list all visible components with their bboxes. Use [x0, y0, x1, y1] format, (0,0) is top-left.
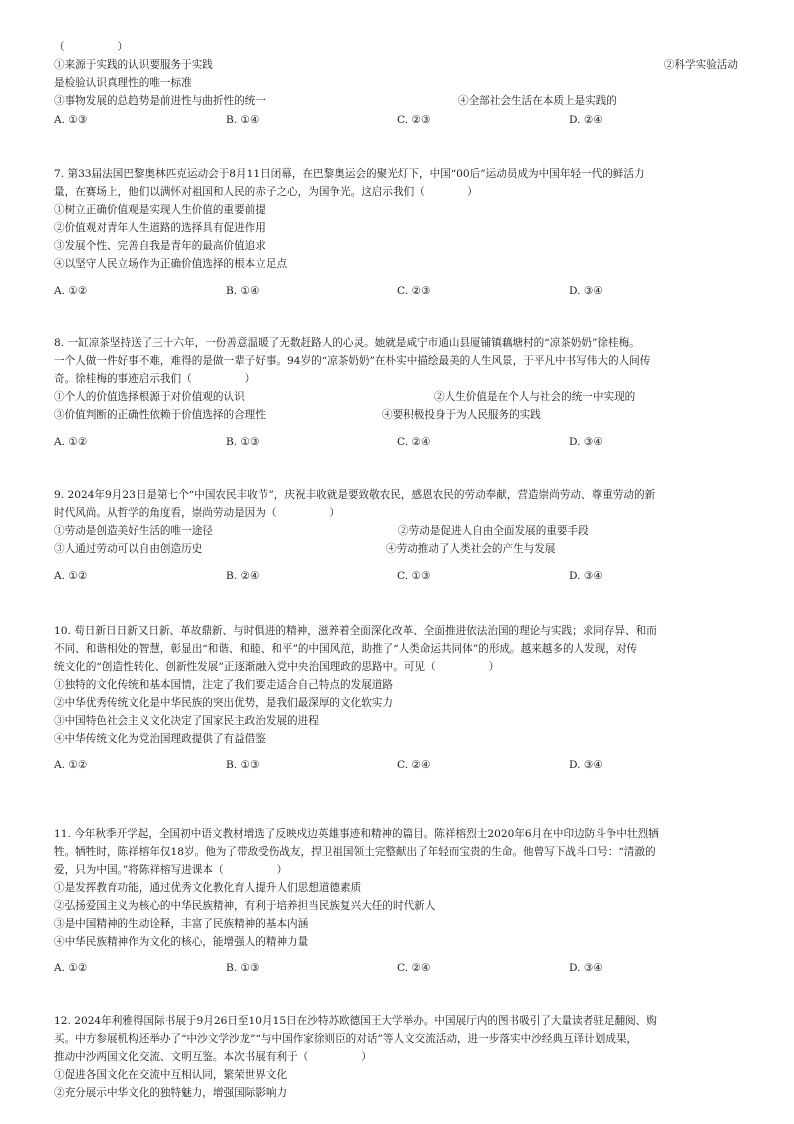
option-d[interactable]: D. ③④ — [569, 570, 603, 582]
option-d[interactable]: D. ②④ — [569, 114, 603, 126]
option-d[interactable]: D. ③④ — [569, 436, 603, 448]
option-c[interactable]: C. ②④ — [397, 962, 431, 974]
statement-2: ②人生价值是在个人与社会的统一中实现的 — [434, 391, 636, 403]
option-d[interactable]: D. ③④ — [569, 285, 603, 297]
statement-2: ②科学实验活动 — [663, 59, 738, 71]
question-stem: 7. 第33届法国巴黎奥林匹克运动会于8月11日闭幕，在巴黎奥运会的聚光灯下，中国“00后”运动员成为中国年轻一代的鲜活力 — [54, 168, 645, 180]
statement-4: ④以坚守人民立场作为正确价值选择的根本立足点 — [54, 258, 288, 270]
question-stem-line-2: 时代风尚。从哲学的角度看，崇尚劳动是因为（ ） — [54, 507, 341, 519]
statement-1: ①个人的价值选择根源于对价值观的认识 — [54, 391, 245, 403]
statement-2: ②中华优秀传统文化是中华民族的突出优势，是我们最深厚的文化软实力 — [54, 697, 393, 709]
option-c[interactable]: C. ②④ — [397, 436, 431, 448]
statement-1: ①独特的文化传统和基本国情，注定了我们要走适合自己特点的发展道路 — [54, 679, 393, 691]
option-a[interactable]: A. ①③ — [54, 114, 88, 126]
question-stem-line-2: 牲。牺牲时，陈祥榕年仅18岁。他为了带敌受伤战友，捍卫祖国领土完整献出了年轻而宝贵的生命。他曾写下战斗口号：“清澈的 — [54, 846, 656, 858]
statement-1: ①树立正确价值观是实现人生价值的重要前提 — [54, 204, 266, 216]
question-stem-line-2: 量，在赛场上，他们以满怀对祖国和人民的赤子之心，为国争光。这启示我们（ ） — [54, 186, 478, 198]
option-b[interactable]: B. ①③ — [226, 436, 260, 448]
option-c[interactable]: C. ②④ — [397, 759, 431, 771]
option-a[interactable]: A. ①② — [54, 759, 88, 771]
question-stem-line-3: 推动中沙两国文化交流、文明互鉴。本次书展有利于（ ） — [54, 1051, 372, 1063]
statement-2: ②充分展示中华文化的独特魅力，增强国际影响力 — [54, 1087, 288, 1099]
option-d[interactable]: D. ③④ — [569, 962, 603, 974]
option-b[interactable]: B. ①④ — [226, 285, 260, 297]
question-stem-line-3: 统文化的“创造性转化、创新性发展”正逐渐融入党中央治国理政的思路中。可见（ ） — [54, 661, 500, 673]
statement-3: ③中国特色社会主义文化决定了国家民主政治发展的进程 — [54, 715, 319, 727]
statement-1: ①是发挥教育功能，通过优秀文化教化育人提升人们思想道德素质 — [54, 882, 362, 894]
statement-4: ④全部社会生活在本质上是实践的 — [458, 95, 617, 107]
question-stem-line-2: 一个人做一件好事不难，难得的是做一辈子好事。94岁的“凉茶奶奶”在朴实中描绘最美的人生风景，于平凡中书写伟大的人间传 — [54, 355, 651, 367]
statement-1: ①来源于实践的认识要服务于实践 — [54, 59, 213, 71]
question-stem-line-3: 爱，只为中国。”将陈祥榕写进课本（ ） — [54, 864, 288, 876]
statement-3: ③发展个性、完善自我是青年的最高价值追求 — [54, 240, 266, 252]
statement-4: ④中华民族精神作为文化的核心，能增强人的精神力量 — [54, 936, 309, 948]
option-c[interactable]: C. ②③ — [397, 285, 431, 297]
question-stem: 11. 今年秋季开学起，全国初中语文教材增选了反映戍边英雄事迹和精神的篇目。陈祥榕烈士2020年6月在中印边防斗争中壮烈牺 — [54, 828, 659, 840]
option-c[interactable]: C. ①③ — [397, 570, 431, 582]
statement-4: ④要积极投身于为人民服务的实践 — [382, 409, 541, 421]
option-a[interactable]: A. ①② — [54, 436, 88, 448]
question-stem: 9. 2024年9月23日是第七个“中国农民丰收节”，庆祝丰收就是要致敬农民，感恩农民的劳动奉献，营造崇尚劳动、尊重劳动的新 — [54, 489, 656, 501]
option-b[interactable]: B. ①③ — [226, 962, 260, 974]
option-b[interactable]: B. ②④ — [226, 570, 260, 582]
question-stem-line-3: 奇。徐桂梅的事迹启示我们（ ） — [54, 373, 256, 385]
statement-4: ④劳动推动了人类社会的产生与发展 — [386, 543, 556, 555]
option-a[interactable]: A. ①② — [54, 285, 88, 297]
option-b[interactable]: B. ①④ — [226, 114, 260, 126]
option-a[interactable]: A. ①② — [54, 962, 88, 974]
answer-blank: （ ） — [54, 41, 129, 53]
statement-3: ③价值判断的正确性依赖于价值选择的合理性 — [54, 409, 266, 421]
statement-3: ③是中国精神的生动诠释，丰富了民族精神的基本内涵 — [54, 918, 309, 930]
option-c[interactable]: C. ②③ — [397, 114, 431, 126]
question-stem-line-2: 不同、和谐相处的智慧，彰显出“和谐、和睦、和平”的中国风范，助推了“人类命运共同体”的形成。越来越多的人发现，对传 — [54, 643, 638, 655]
statement-2: ②弘扬爱国主义为核心的中华民族精神，有利于培养担当民族复兴大任的时代新人 — [54, 900, 436, 912]
statement-1: ①促进各国文化在交流中互相认同，繁荣世界文化 — [54, 1069, 288, 1081]
statement-4: ④中华传统文化为党治国理政提供了有益借鉴 — [54, 733, 266, 745]
question-stem-line-2: 买。中方参展机构还举办了“中沙文学沙龙”“与中国作家徐则臣的对话”等人文交流活动，进一步落实中沙经典互译计划成果， — [54, 1033, 638, 1045]
option-d[interactable]: D. ③④ — [569, 759, 603, 771]
option-a[interactable]: A. ①② — [54, 570, 88, 582]
question-stem: 12. 2024年利雅得国际书展于9月26日至10月15日在沙特苏欧德国王大学举办。中国展厅内的图书吸引了大量读者驻足翻阅、购 — [54, 1015, 657, 1027]
statement-2: ②价值观对青年人生道路的选择具有促进作用 — [54, 222, 266, 234]
statement-3: ③事物发展的总趋势是前进性与曲折性的统一 — [54, 95, 266, 107]
question-stem: 8. 一缸凉茶坚持送了三十六年，一份善意温暖了无数赶路人的心灵。她就是咸宁市通山县厦铺镇藕塘村的“凉茶奶奶”徐桂梅。 — [54, 337, 640, 349]
statement-1: ①劳动是创造美好生活的唯一途径 — [54, 525, 213, 537]
statement-3: ③人通过劳动可以自由创造历史 — [54, 543, 203, 555]
statement-2: ②劳动是促进人自由全面发展的重要手段 — [398, 525, 589, 537]
statement-2-continued: 是检验认识真理性的唯一标准 — [54, 77, 192, 89]
question-stem: 10. 苟日新日日新又日新、革故鼎新、与时俱进的精神，滋养着全面深化改革、全面推进依法治国的理论与实践；求同存异、和而 — [54, 625, 657, 637]
option-b[interactable]: B. ①③ — [226, 759, 260, 771]
